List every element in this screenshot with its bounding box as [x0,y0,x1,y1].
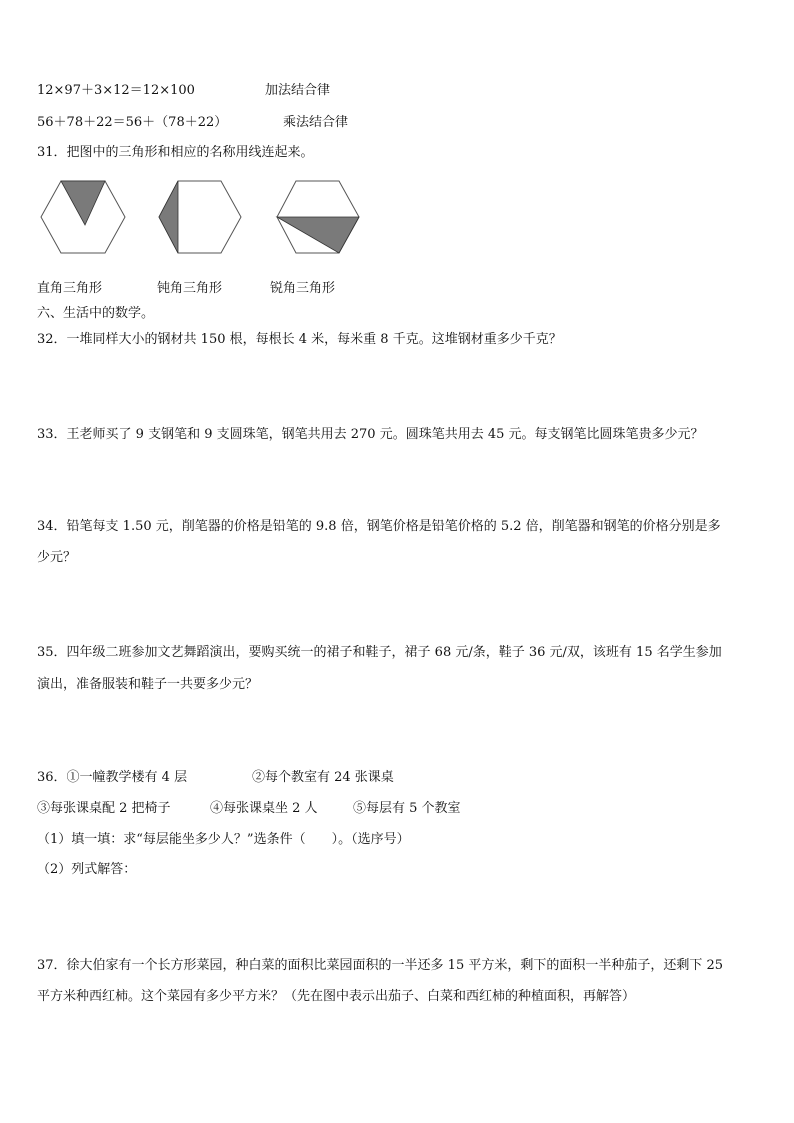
q37-text-line2: 平方米种西红柿。这个菜园有多少平方米？（先在图中表示出茄子、白菜和西红柿的种植面积，再解答） [37,989,636,1004]
q37-text-line1: 37．徐大伯家有一个长方形菜园，种白菜的面积比菜园面积的一半还多 15 平方米，剩下的面积一半种茄子，还剩下 25 [37,958,724,973]
q36-condition-5: ⑤每层有 5 个教室 [353,801,461,816]
q36-condition-3: ③每张课桌配 2 把椅子 [37,801,171,816]
hexagon-figure-3 [275,179,361,255]
q35-text-line1: 35．四年级二班参加文艺舞蹈演出，要购买统一的裙子和鞋子，裙子 68 元/条，鞋子 36 元/双，该班有 15 名学生参加 [37,645,722,660]
q36-sub1: （1）填一填：求“每层能坐多少人？”选条件（ ）。（选序号） [37,832,410,847]
q35-text-line2: 演出，准备服装和鞋子一共要多少元？ [37,677,259,692]
law-name-1: 加法结合律 [265,83,331,98]
law-name-2: 乘法结合律 [283,115,349,130]
q33-text: 33．王老师买了 9 支钢笔和 9 支圆珠笔，钢笔共用去 270 元。圆珠笔共用去 45 元。每支钢笔比圆珠笔贵多少元？ [37,427,704,442]
law-expression-2: 56＋78＋22＝56＋（78＋22） [37,115,228,130]
q36-sub2: （2）列式解答： [37,862,137,877]
q34-text-line1: 34．铅笔每支 1.50 元，削笔器的价格是铅笔的 9.8 倍，钢笔价格是铅笔价格的 5.2 倍，削笔器和钢笔的价格分别是多 [37,519,721,534]
hexagon-figure-1 [39,179,127,255]
section-6-heading: 六、生活中的数学。 [37,306,155,321]
q36-condition-4: ④每张课桌坐 2 人 [210,801,318,816]
hexagon-figure-2 [157,179,243,255]
q31-text: 31．把图中的三角形和相应的名称用线连起来。 [37,145,314,160]
q36-condition-2: ②每个教室有 24 张课桌 [252,770,394,785]
q36-condition-1: 36．①一幢教学楼有 4 层 [37,770,188,785]
triangle-label-obtuse: 钝角三角形 [157,281,223,296]
law-expression-1: 12×97＋3×12＝12×100 [37,83,195,98]
q32-text: 32．一堆同样大小的钢材共 150 根，每根长 4 米，每米重 8 千克。这堆钢材重多少千克？ [37,332,562,347]
triangle-label-right: 直角三角形 [37,281,103,296]
triangle-label-acute: 锐角三角形 [270,281,336,296]
shaded-triangle-2 [159,181,178,253]
q34-text-line2: 少元？ [37,550,77,565]
